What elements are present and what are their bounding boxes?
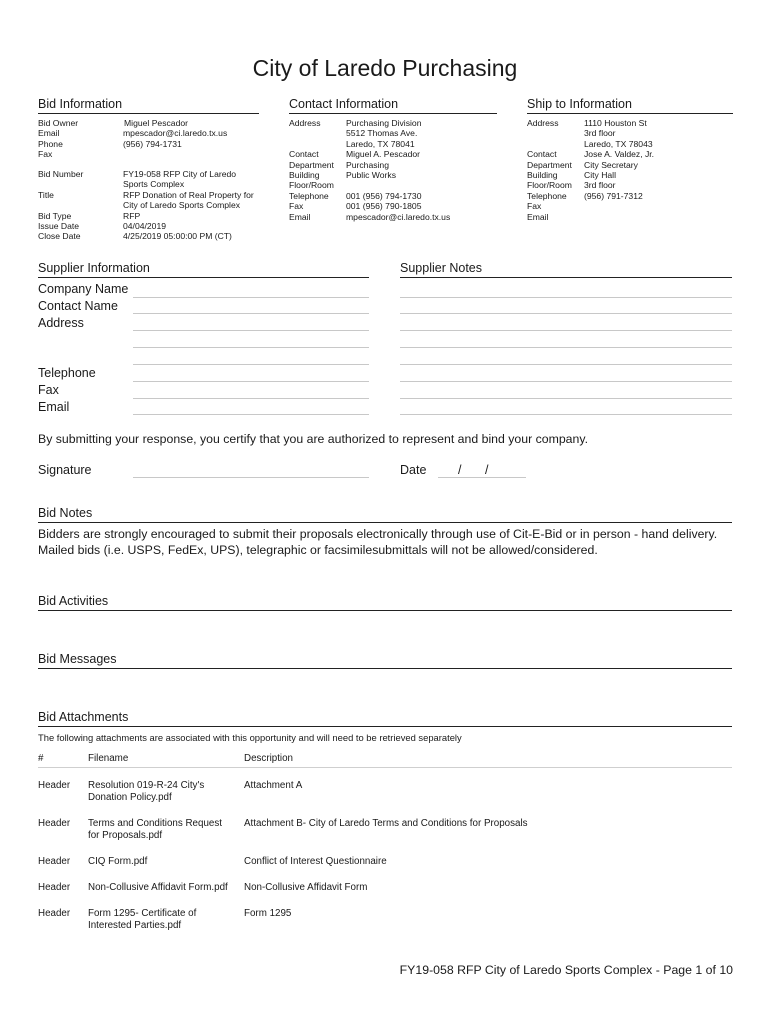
email-field[interactable] xyxy=(133,414,369,415)
ship-address-line1: 1110 Houston St xyxy=(584,118,647,128)
attachments-intro: The following attachments are associated with this opportunity and will need to be retrieved separately xyxy=(38,732,462,743)
supplier-notes-line[interactable] xyxy=(400,398,732,399)
fax-field[interactable] xyxy=(133,398,369,399)
bid-owner-value: Miguel Pescador xyxy=(124,118,189,128)
table-row xyxy=(38,780,732,806)
telephone-field[interactable] xyxy=(133,381,369,382)
bid-attachments-heading: Bid Attachments xyxy=(38,710,732,727)
bid-activities-heading: Bid Activities xyxy=(38,594,732,611)
date-separator: / xyxy=(458,463,462,477)
attachment-description: Attachment B- City of Laredo Terms and Conditions for Proposals xyxy=(244,818,528,829)
bid-phone-label: Phone xyxy=(38,138,63,149)
address-field-line3[interactable] xyxy=(133,364,369,365)
ship-contact-value: Jose A. Valdez, Jr. xyxy=(584,149,655,160)
bid-number-value-cont: Sports Complex xyxy=(123,179,185,190)
contact-building-value: Public Works xyxy=(346,170,396,180)
bid-type-label: Bid Type xyxy=(38,210,72,221)
close-date-value: 4/25/2019 05:00:00 PM (CT) xyxy=(123,231,232,242)
table-row xyxy=(38,856,732,870)
supplier-notes-line[interactable] xyxy=(400,381,732,382)
bid-notes-heading: Bid Notes xyxy=(38,506,732,523)
address-field-line2[interactable] xyxy=(133,347,369,348)
ship-building-label: Building xyxy=(527,170,558,180)
contact-fax-label: Fax xyxy=(289,201,304,212)
contact-info-block xyxy=(289,118,504,228)
bid-info-block xyxy=(38,118,268,248)
bid-email-label: Email xyxy=(38,128,60,139)
attachment-number: Header xyxy=(38,908,71,919)
attachment-description: Non-Collusive Affidavit Form xyxy=(244,882,368,893)
bid-title-value: RFP Donation of Real Property for xyxy=(123,189,254,200)
attachment-filename-cont[interactable]: Donation Policy.pdf xyxy=(88,792,172,804)
certify-text: By submitting your response, you certify that you are authorized to represent and bind your company. xyxy=(38,432,589,446)
attachment-filename-cont[interactable]: Interested Parties.pdf xyxy=(88,920,182,932)
ship-fax-label: Fax xyxy=(527,201,542,212)
fax-label: Fax xyxy=(38,383,59,397)
company-name-field[interactable] xyxy=(133,297,369,298)
supplier-notes-line[interactable] xyxy=(400,313,732,314)
ship-building-value: City Hall xyxy=(584,170,616,180)
bid-title-label: Title xyxy=(38,189,54,200)
ship-contact-label: Contact xyxy=(527,149,557,160)
attachment-filename[interactable]: Resolution 019-R-24 City's xyxy=(88,780,205,791)
attachment-number: Header xyxy=(38,780,71,791)
date-separator: / xyxy=(485,463,489,477)
contact-info-heading: Contact Information xyxy=(289,97,497,114)
ship-info-heading: Ship to Information xyxy=(527,97,733,114)
contact-floor-label: Floor/Room xyxy=(289,180,334,191)
issue-date-label: Issue Date xyxy=(38,221,80,231)
table-row xyxy=(38,818,732,844)
ship-telephone-value: (956) 791-7312 xyxy=(584,190,643,201)
attachments-table-header xyxy=(38,753,732,768)
signature-field[interactable] xyxy=(133,477,369,478)
attachment-filename[interactable]: Non-Collusive Affidavit Form.pdf xyxy=(88,882,228,893)
supplier-notes-line[interactable] xyxy=(400,297,732,298)
attachment-filename[interactable]: Form 1295- Certificate of xyxy=(88,908,197,919)
attachment-number: Header xyxy=(38,882,71,893)
table-row xyxy=(38,908,732,934)
ship-department-label: Department xyxy=(527,159,572,170)
ship-address-label: Address xyxy=(527,118,559,128)
page-title: City of Laredo Purchasing xyxy=(252,55,518,81)
ship-department-value: City Secretary xyxy=(584,159,638,170)
bid-title-value-cont: City of Laredo Sports Complex xyxy=(123,200,241,211)
column-header-filename: Filename xyxy=(88,753,129,764)
signature-label: Signature xyxy=(38,463,92,477)
contact-address-line1: Purchasing Division xyxy=(346,118,422,128)
attachment-filename-cont[interactable]: for Proposals.pdf xyxy=(88,830,163,842)
contact-telephone-label: Telephone xyxy=(289,190,329,201)
ship-telephone-label: Telephone xyxy=(527,190,567,201)
contact-contact-value: Miguel A. Pescador xyxy=(346,149,421,160)
bid-phone-value: (956) 794-1731 xyxy=(123,138,182,149)
supplier-notes-heading: Supplier Notes xyxy=(400,261,732,278)
attachment-description: Conflict of Interest Questionnaire xyxy=(244,856,387,867)
attachment-number: Header xyxy=(38,818,71,829)
bid-type-value: RFP xyxy=(123,210,141,221)
contact-fax-value: 001 (956) 790-1805 xyxy=(346,201,422,212)
bid-notes-line1: Bidders are strongly encouraged to submit their proposals electronically through use of Cit-E-Bid or in person - hand delivery. xyxy=(38,527,718,541)
address-label: Address xyxy=(38,316,84,330)
attachment-filename[interactable]: CIQ Form.pdf xyxy=(88,856,148,867)
contact-address-label: Address xyxy=(289,118,321,128)
contact-contact-label: Contact xyxy=(289,149,319,160)
date-label: Date xyxy=(400,463,427,477)
issue-date-value: 04/04/2019 xyxy=(123,221,167,231)
bid-number-value: FY19-058 RFP City of Laredo xyxy=(123,169,237,179)
close-date-label: Close Date xyxy=(38,231,81,242)
bid-info-heading: Bid Information xyxy=(38,97,259,114)
contact-address-line3: Laredo, TX 78041 xyxy=(346,138,415,149)
contact-building-label: Building xyxy=(289,170,320,180)
supplier-notes-line[interactable] xyxy=(400,364,732,365)
ship-email-label: Email xyxy=(527,211,549,222)
attachment-number: Header xyxy=(38,856,71,867)
contact-department-label: Department xyxy=(289,159,334,170)
contact-email-label: Email xyxy=(289,211,311,222)
attachment-filename[interactable]: Terms and Conditions Request xyxy=(88,818,222,829)
bid-messages-heading: Bid Messages xyxy=(38,652,732,669)
ship-address-line3: Laredo, TX 78043 xyxy=(584,138,653,149)
column-header-description: Description xyxy=(244,753,294,764)
contact-name-label: Contact Name xyxy=(38,299,118,313)
supplier-notes-line[interactable] xyxy=(400,414,732,415)
bid-fax-label: Fax xyxy=(38,149,53,160)
ship-address-line2: 3rd floor xyxy=(584,128,616,139)
supplier-notes-line[interactable] xyxy=(400,347,732,348)
email-label: Email xyxy=(38,400,70,414)
bid-email-value: mpescador@ci.laredo.tx.us xyxy=(123,128,228,139)
bid-number-label: Bid Number xyxy=(38,169,84,179)
attachment-description: Attachment A xyxy=(244,780,303,791)
ship-info-block xyxy=(527,118,733,228)
contact-email-value: mpescador@ci.laredo.tx.us xyxy=(346,211,451,222)
supplier-notes-line[interactable] xyxy=(400,330,732,331)
contact-name-field[interactable] xyxy=(133,313,369,314)
contact-address-line2: 5512 Thomas Ave. xyxy=(346,128,418,139)
date-field[interactable] xyxy=(438,477,526,478)
table-row xyxy=(38,882,732,896)
supplier-info-heading: Supplier Information xyxy=(38,261,369,278)
ship-floor-label: Floor/Room xyxy=(527,180,572,191)
contact-department-value: Purchasing xyxy=(346,159,389,170)
ship-floor-value: 3rd floor xyxy=(584,180,616,191)
bid-owner-label: Bid Owner xyxy=(38,118,79,128)
company-name-label: Company Name xyxy=(38,282,129,296)
attachment-description: Form 1295 xyxy=(244,908,292,919)
contact-telephone-value: 001 (956) 794-1730 xyxy=(346,190,422,201)
telephone-label: Telephone xyxy=(38,366,96,380)
bid-notes-line2: Mailed bids (i.e. USPS, FedEx, UPS), telegraphic or facsimilesubmittals will not be allowed/considered. xyxy=(38,543,598,557)
page-footer: FY19-058 RFP City of Laredo Sports Complex - Page 1 of 10 xyxy=(399,963,733,977)
column-header-number: # xyxy=(38,753,44,764)
address-field-line1[interactable] xyxy=(133,330,369,331)
